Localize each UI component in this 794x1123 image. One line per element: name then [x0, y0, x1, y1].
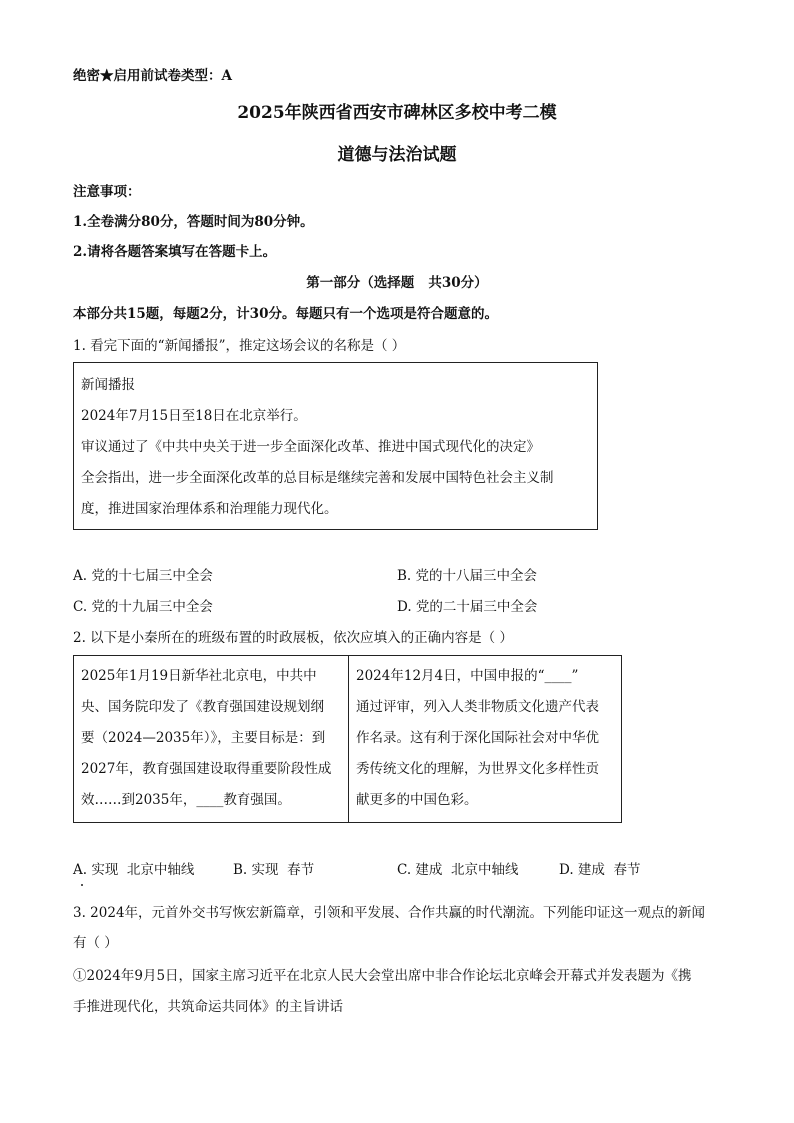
q2-stem: 2. 以下是小秦所在的班级布置的时政展板，依次应填入的正确内容是（ ） [73, 630, 513, 646]
q3-line-1: 3. 2024年，元首外交书写恢宏新篇章，引领和平发展、合作共赢的时代潮流。下列能印证这一观点的新闻 [73, 905, 706, 921]
notes-item-1: 1.全卷满分80分，答题时间为80分钟。 [73, 214, 314, 230]
q2-right-line-1: 2024年12月4日，中国申报的“____” [356, 668, 579, 684]
q1-box-line-3: 审议通过了《中共中央关于进一步全面深化改革、推进中国式现代化的决定》 [81, 439, 540, 455]
q2-option-d: D. 建成 春节 [559, 862, 641, 878]
part1-heading: 第一部分（选择题 共30分） [306, 275, 488, 291]
q2-right-line-3: 作名录。这有利于深化国际社会对中华优 [356, 730, 599, 746]
q3-line-3: ①2024年9月5日，国家主席习近平在北京人民大会堂出席中非合作论坛北京峰会开幕式并发表题为《携 [73, 968, 692, 984]
mark-dot [81, 884, 83, 886]
q1-stem: 1. 看完下面的“新闻播报”，推定这场会议的名称是（ ） [73, 338, 406, 354]
q2-option-b: B. 实现 春节 [233, 862, 315, 878]
q2-right-line-2: 通过评审，列入人类非物质文化遗产代表 [356, 699, 599, 715]
q2-right-line-5: 献更多的中国色彩。 [356, 792, 478, 808]
q1-option-a: A. 党的十七届三中全会 [73, 568, 213, 584]
q3-line-2: 有（ ） [73, 935, 118, 951]
q1-news-box [73, 362, 598, 530]
q1-box-line-5: 度，推进国家治理体系和治理能力现代化。 [81, 501, 338, 517]
q2-option-c: C. 建成 北京中轴线 [397, 862, 519, 878]
q2-left-line-3: 要（2024—2035年）》，主要目标是：到 [81, 730, 326, 746]
q2-left-line-1: 2025年1月19日新华社北京电，中共中 [81, 668, 317, 684]
q2-right-line-4: 秀传统文化的理解，为世界文化多样性贡 [356, 761, 599, 777]
q2-table-divider [348, 656, 349, 822]
q2-left-line-4: 2027年，教育强国建设取得重要阶段性成 [81, 761, 332, 777]
q1-option-c: C. 党的十九届三中全会 [73, 599, 213, 615]
q2-option-a: A. 实现 北京中轴线 [73, 862, 195, 878]
q1-box-line-1: 新闻播报 [81, 377, 135, 393]
notes-item-2: 2.请将各题答案填写在答题卡上。 [73, 244, 277, 260]
q2-board-table [73, 655, 622, 823]
q3-line-4: 手推进现代化，共筑命运共同体》的主旨讲话 [73, 999, 343, 1015]
exam-subtitle: 道德与法治试题 [337, 145, 457, 165]
secret-level-label: 绝密★启用前试卷类型：A [73, 68, 232, 84]
q1-box-line-2: 2024年7月15日至18日在北京举行。 [81, 408, 307, 424]
q1-option-d: D. 党的二十届三中全会 [397, 599, 538, 615]
q2-left-line-2: 央、国务院印发了《教育强国建设规划纲 [81, 699, 324, 715]
q1-box-line-4: 全会指出，进一步全面深化改革的总目标是继续完善和发展中国特色社会主义制 [81, 470, 554, 486]
exam-title: 2025年陕西省西安市碑林区多校中考二模 [237, 103, 557, 123]
part1-instruction: 本部分共15题，每题2分，计30分。每题只有一个选项是符合题意的。 [73, 306, 498, 322]
notes-heading: 注意事项： [73, 184, 141, 200]
q1-option-b: B. 党的十八届三中全会 [397, 568, 538, 584]
q2-left-line-5: 效……到2035年，____教育强国。 [81, 792, 291, 808]
